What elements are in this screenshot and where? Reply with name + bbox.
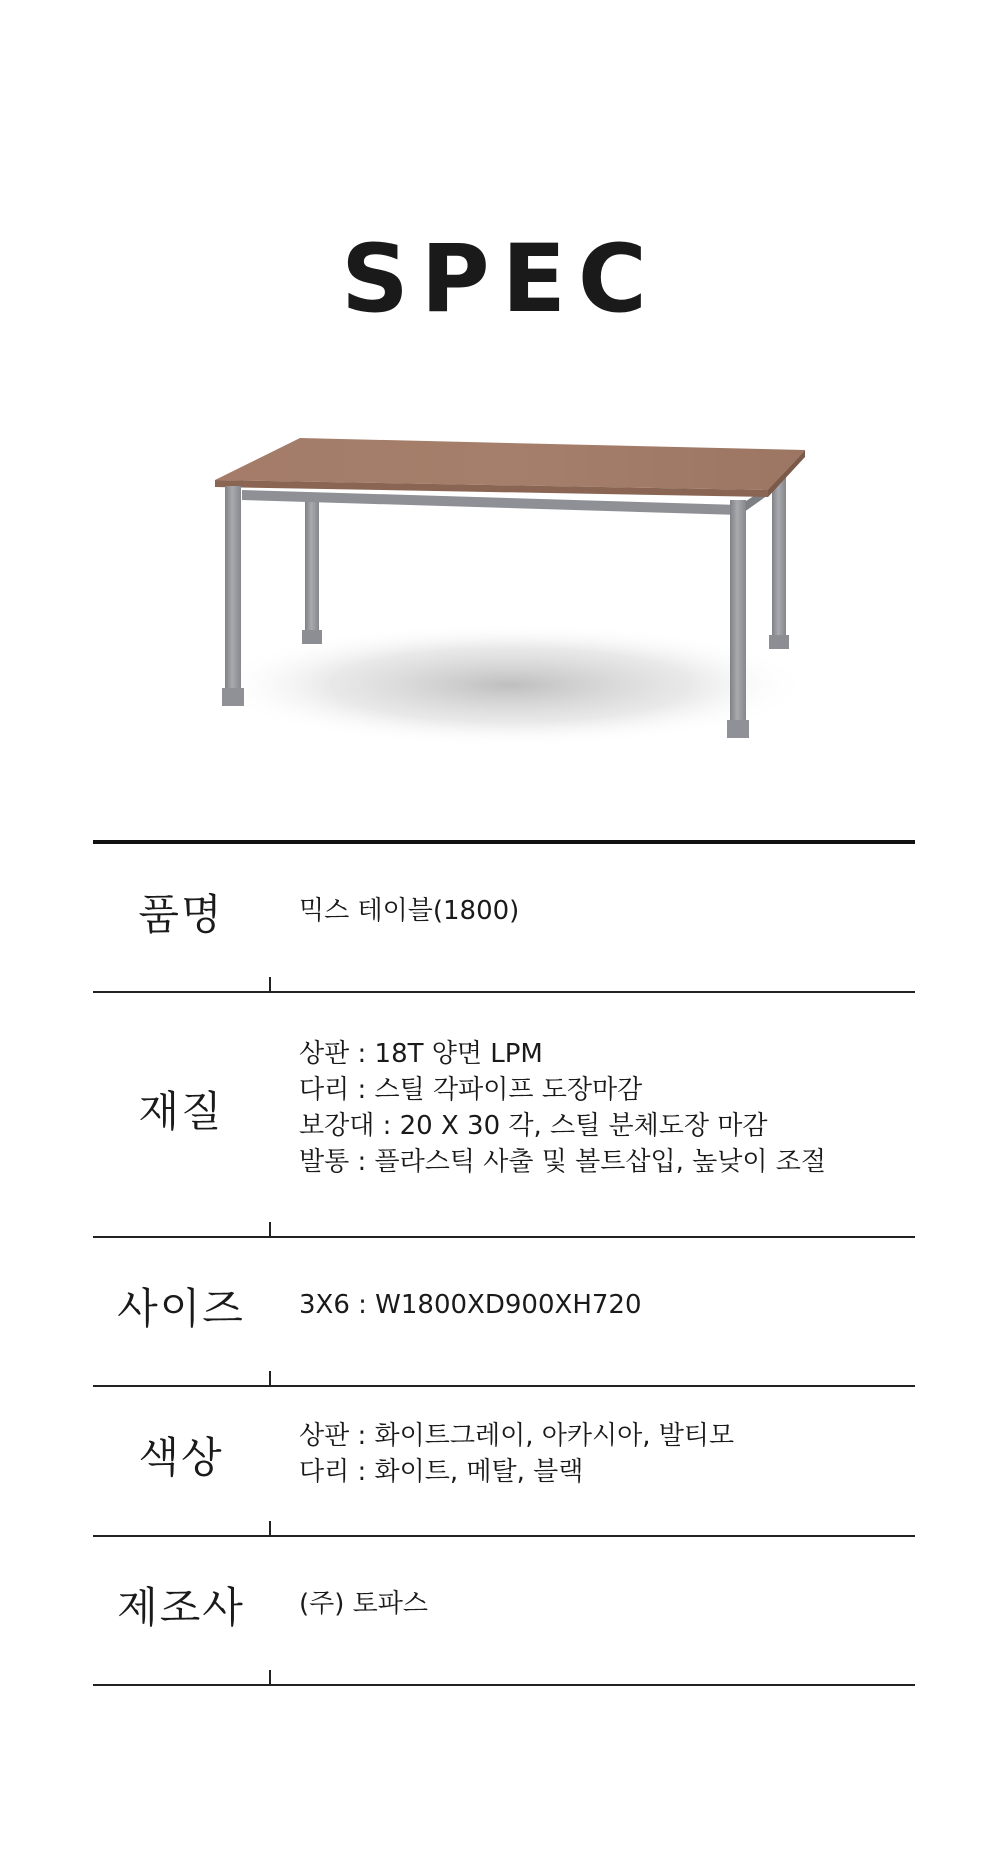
row-divider-tick xyxy=(269,1670,271,1684)
spec-value-line: 상판 : 화이트그레이, 아카시아, 발티모 xyxy=(299,1421,735,1451)
spec-value-line: (주) 토파스 xyxy=(299,1588,429,1619)
spec-value-line: 발통 : 플라스틱 사출 및 볼트삽입, 높낮이 조절 xyxy=(299,1146,826,1177)
spec-row-product-name xyxy=(93,844,915,993)
spec-row-color xyxy=(93,1387,915,1537)
spec-label-product-name: 품명 xyxy=(138,889,224,939)
spec-label-size: 사이즈 xyxy=(117,1283,245,1333)
spec-value-manufacturer xyxy=(269,1586,428,1622)
spec-label-material: 재질 xyxy=(138,1086,224,1136)
spec-value-product-name xyxy=(269,893,519,929)
spec-value-color xyxy=(269,1418,734,1490)
row-divider-tick xyxy=(269,1521,271,1535)
row-divider-tick xyxy=(269,1222,271,1236)
spec-value-line: 상판 : 18T 양면 LPM xyxy=(299,1038,543,1069)
spec-label-color: 색상 xyxy=(138,1433,224,1482)
spec-row-size xyxy=(93,1238,915,1387)
spec-value-line: 다리 : 스틸 각파이프 도장마감 xyxy=(299,1074,643,1105)
row-divider-tick xyxy=(269,977,271,991)
spec-value-line: 믹스 테이블(1800) xyxy=(299,895,520,926)
product-image xyxy=(180,420,820,750)
spec-row-manufacturer xyxy=(93,1537,915,1686)
spec-value-line: 3X6 : W1800XD900XH720 xyxy=(299,1289,642,1320)
spec-row-material xyxy=(93,993,915,1238)
spec-label-manufacturer: 제조사 xyxy=(117,1582,245,1632)
spec-table xyxy=(93,840,915,1686)
page-title: SPEC xyxy=(341,225,659,334)
spec-value-size xyxy=(269,1287,642,1323)
spec-value-line: 보강대 : 20 X 30 각, 스틸 분체도장 마감 xyxy=(299,1110,768,1141)
spec-value-line: 다리 : 화이트, 메탈, 블랙 xyxy=(299,1457,584,1487)
spec-value-material xyxy=(269,1036,826,1180)
row-divider-tick xyxy=(269,1371,271,1385)
table-product-image xyxy=(180,420,820,750)
